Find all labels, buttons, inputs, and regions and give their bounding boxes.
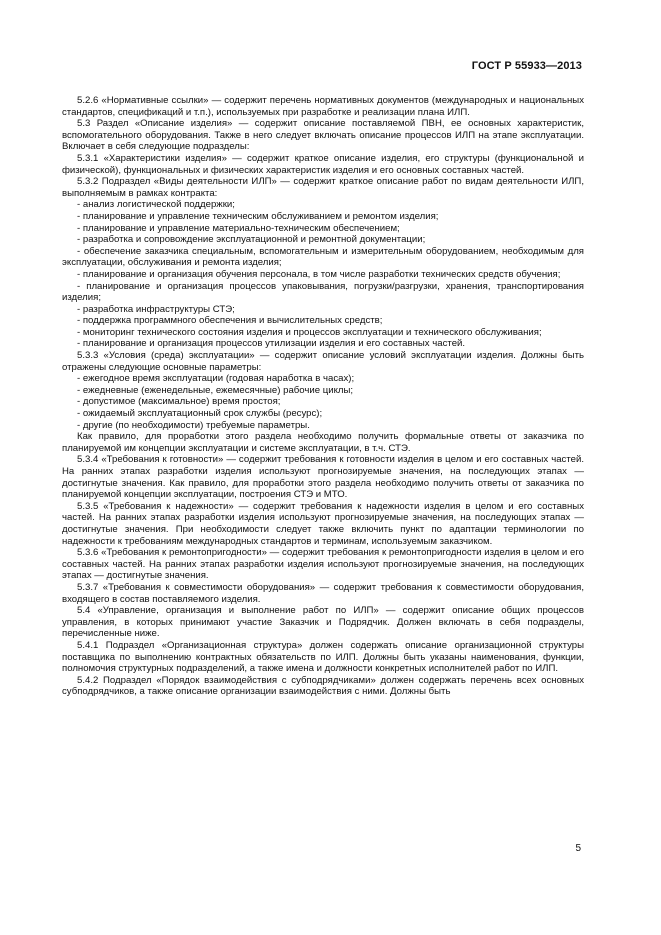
- list-item: - разработка инфраструктуры СТЭ;: [77, 303, 235, 315]
- list-item: - допустимое (максимальное) время простоя;: [77, 396, 281, 408]
- list-item: - разработка и сопровождение эксплуатационной и ремонтной документации;: [77, 234, 426, 246]
- list-item: - анализ логистической поддержки;: [77, 199, 235, 211]
- paragraph: 5.2.6 «Нормативные ссылки» — содержит перечень нормативных документов (международных и национальных стандартов, спецификаций и т.п.), используемых при разработке и реализации плана ИЛП.: [62, 95, 584, 118]
- paragraph: 5.4.1 Подраздел «Организационная структура» должен содержать описание организационной структуры поставщика по выполнению контрактных обязательств по ИЛП. Должны быть указаны наименования, функции, полномочия структурных подразделений, а также имена и должности конкретных исполнителей работ по ИЛП.: [62, 639, 584, 675]
- list-item: - планирование и организация обучения персонала, в том числе разработки технических средств обучения;: [77, 268, 561, 280]
- paragraph: 5.4 «Управление, организация и выполнение работ по ИЛП» — содержит описание общих процессов управления, в которых принимают участие Заказчик и Подрядчик. Должен включать в себя подразделы, перечисленные ниже.: [62, 605, 584, 640]
- paragraph: 5.3.5 «Требования к надежности» — содержит требования к надежности изделия в целом и его составных частей. На ранних этапах разработки изделия используют прогнозируемые значения, на последующих этапах — достигнутые значения. При необходимости следует также включить пункт по адаптации терминологии по надежности к требованиям международных стандартов и терминам, используемым заказчиком.: [62, 500, 584, 547]
- paragraph: 5.3.7 «Требования к совместимости оборудования» — содержит требования к совместимости оборудования, входящего в состав поставляемого изделия.: [62, 581, 584, 605]
- list-item: - планирование и управление техническим обслуживанием и ремонтом изделия;: [77, 210, 439, 222]
- list-item: - обеспечение заказчика специальным, вспомогательным и измерительным оборудованием, необходимым для эксплуатации, обслуживания и ремонта изделия;: [62, 245, 584, 269]
- list-item: - поддержка программного обеспечения и вычислительных средств;: [77, 315, 383, 327]
- paragraph: 5.3.6 «Требования к ремонтопригодности» — содержит требования к ремонтопригодности изделия в целом и его составных частей. На ранних этапах разработки изделия используют прогнозируемые значения, на последующих этапах — достигнутые значения.: [62, 547, 584, 582]
- list-item: - мониторинг технического состояния изделия и процессов эксплуатации и технического обслуживания;: [77, 326, 542, 338]
- list-item: - ежегодное время эксплуатации (годовая наработка в часах);: [77, 373, 355, 385]
- list-item: - другие (по необходимости) требуемые параметры.: [77, 419, 310, 431]
- list-item: - ежедневные (еженедельные, ежемесячные) рабочие циклы;: [77, 384, 354, 396]
- page-number: 5: [575, 843, 581, 854]
- paragraph: 5.4.2 Подраздел «Порядок взаимодействия с субподрядчиками» должен содержать перечень всех основных субподрядчиков, а также описание организации взаимодействия с ними. Должны быть: [62, 674, 584, 698]
- paragraph: 5.3 Раздел «Описание изделия» — содержит описание поставляемой ПВН, ее основных характеристик, вспомогательного оборудования. Также в него следует включать описание процессов ИЛП на этапе эксплуатации. Включает в себя следующие подразделы:: [62, 118, 584, 153]
- paragraph: Как правило, для проработки этого раздела необходимо получить формальные ответы от заказчика по планируемой им концепции эксплуатации и системе эксплуатации, в т.ч. СТЭ.: [62, 431, 584, 454]
- list-item: - планирование и организация процессов утилизации изделия и его составных частей.: [77, 338, 466, 350]
- document-header: ГОСТ Р 55933—2013: [471, 60, 582, 72]
- paragraph: 5.3.2 Подраздел «Виды деятельности ИЛП» — содержит краткое описание работ по видам деятельности ИЛП, выполняемым в рамках контракта:: [62, 176, 584, 199]
- paragraph: 5.3.4 «Требования к готовности» — содержит требования к готовности изделия в целом и его составных частей. На ранних этапах разработки изделия используют прогнозируемые значения, на последующих этапах — достигнутые значения. Как правило, для проработки этого раздела необходимо получить ответы от заказчика по планируемой концепции эксплуатации, построения СТЭ и МТО.: [62, 454, 584, 501]
- list-item: - планирование и организация процессов упаковывания, погрузки/разгрузки, хранения, транспортирования изделия;: [62, 280, 584, 304]
- paragraph: 5.3.3 «Условия (среда) эксплуатации» — содержит описание условий эксплуатации изделия. Должны быть отражены следующие основные параметры:: [62, 350, 584, 373]
- list-item: - ожидаемый эксплуатационный срок службы (ресурс);: [77, 408, 323, 420]
- paragraph: 5.3.1 «Характеристики изделия» — содержит краткое описание изделия, его структуры (функциональной и физической), функциональных и физических характеристик изделия и его основных составных частей.: [62, 152, 584, 176]
- list-item: - планирование и управление материально-техническим обеспечением;: [77, 222, 400, 234]
- document-body: [62, 95, 584, 698]
